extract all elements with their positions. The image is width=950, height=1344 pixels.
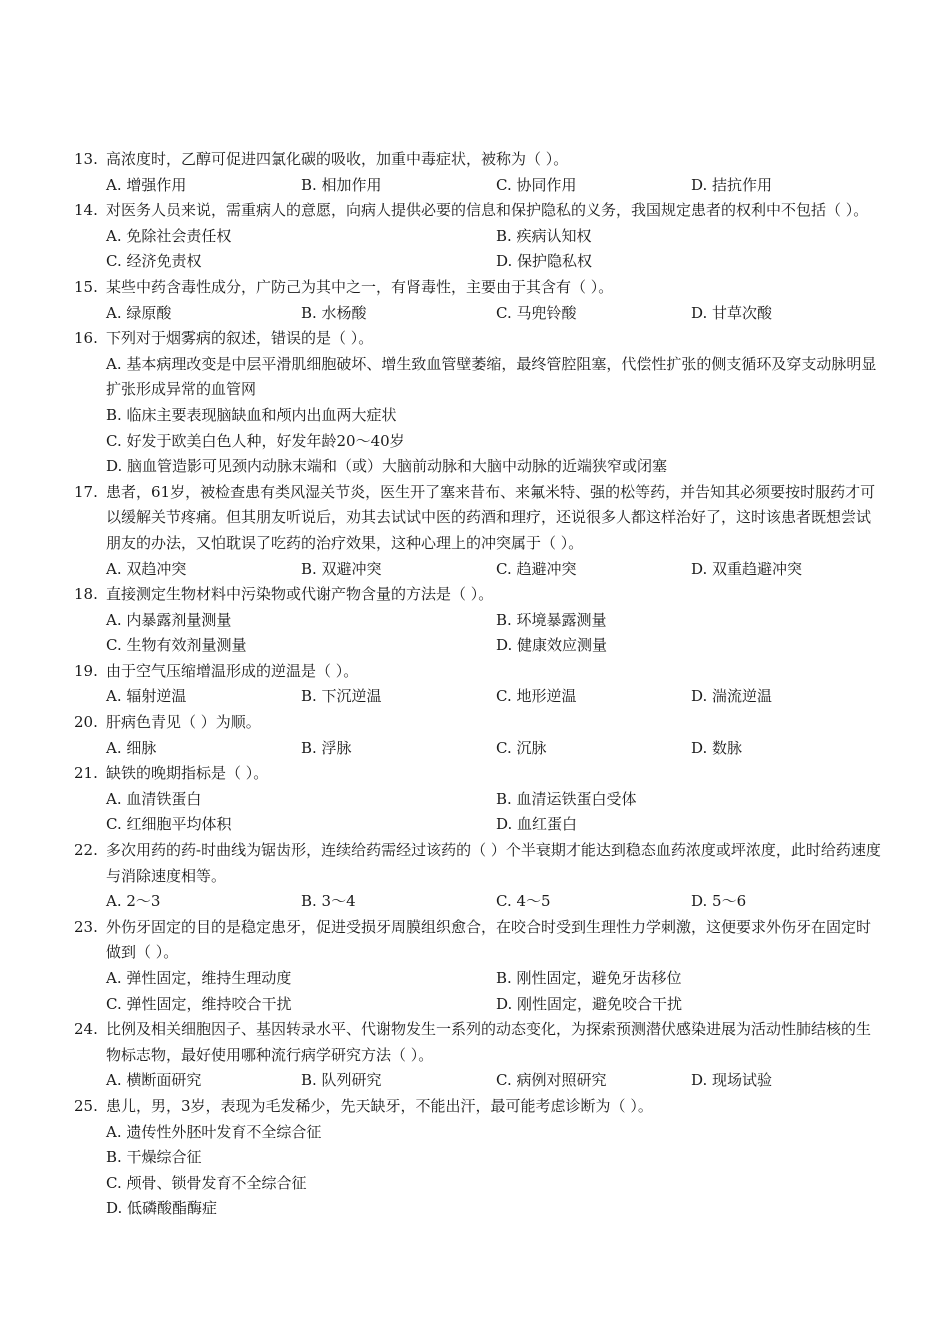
question-stem: 下列对于烟雾病的叙述，错误的是（ ）。	[106, 329, 374, 348]
option-c: C. 弹性固定，维持咬合干扰	[106, 994, 292, 1013]
question-number: 17.	[74, 482, 98, 501]
question-24	[0, 1017, 950, 1094]
options	[106, 966, 950, 1017]
option-c: C. 红细胞平均体积	[106, 815, 232, 834]
option-b: B. 浮脉	[301, 738, 352, 757]
options	[106, 557, 950, 583]
options	[106, 352, 884, 480]
question-stem: 对医务人员来说，需重病人的意愿，向病人提供必要的信息和保护隐私的义务，我国规定患者的权利中不包括（ ）。	[106, 201, 869, 220]
option-a: A. 遗传性外胚叶发育不全综合征	[106, 1122, 322, 1141]
question-number: 24.	[74, 1020, 98, 1039]
question-16	[0, 326, 950, 480]
option-a: A. 弹性固定，维持生理动度	[106, 969, 292, 987]
question-number: 22.	[74, 841, 98, 860]
options	[106, 787, 950, 838]
option-d: D. 5～6	[691, 892, 747, 911]
question-19	[0, 659, 950, 710]
option-b: B. 水杨酸	[301, 303, 367, 322]
option-c: C. 趋避冲突	[496, 559, 577, 578]
question-18	[0, 582, 950, 659]
options	[106, 684, 950, 710]
question-stem: 直接测定生物材料中污染物或代谢产物含量的方法是（ ）。	[106, 585, 494, 604]
question-15	[0, 275, 950, 326]
question-stem: 患儿，男，3岁，表现为毛发稀少，先天缺牙，不能出汗，最可能考虑诊断为（ ）。	[106, 1096, 653, 1115]
question-stem: 多次用药的药-时曲线为锯齿形，连续给药需经过该药的（ ）个半衰期才能达到稳态血药浓度或坪浓度，此时给药速度与消除速度相等。	[106, 841, 881, 885]
option-c: C. 经济免责权	[106, 252, 202, 271]
question-stem: 比例及相关细胞因子、基因转录水平、代谢物发生一系列的动态变化，为探索预测潜伏感染进展为活动性肺结核的生物标志物，最好使用哪种流行病学研究方法（ ）。	[106, 1020, 872, 1064]
option-d: D. 低磷酸酯酶症	[106, 1199, 218, 1218]
option-d: D. 脑血管造影可见颈内动脉末端和（或）大脑前动脉和大脑中动脉的近端狭窄或闭塞	[106, 457, 668, 476]
options	[106, 173, 950, 199]
option-d: D. 血红蛋白	[496, 815, 578, 834]
option-a: A. 基本病理改变是中层平滑肌细胞破坏、增生致血管壁萎缩，最终管腔阻塞，代偿性扩张的侧支循环及穿支动脉明显扩张形成异常的血管网	[106, 354, 877, 399]
question-22	[0, 838, 950, 915]
option-a: A. 内暴露剂量测量	[106, 610, 232, 629]
question-number: 21.	[74, 764, 98, 783]
options	[106, 889, 950, 915]
question-stem: 肝病色青见（ ）为顺。	[106, 713, 261, 732]
question-25	[0, 1094, 950, 1222]
question-17	[0, 480, 950, 582]
option-c: C. 马兜铃酸	[496, 303, 577, 322]
option-d: D. 拮抗作用	[691, 175, 773, 194]
options	[106, 224, 950, 275]
option-b: B. 队列研究	[301, 1071, 382, 1090]
option-d: D. 保护隐私权	[496, 252, 593, 271]
option-a: A. 绿原酸	[106, 303, 172, 322]
question-21	[0, 761, 950, 838]
question-number: 14.	[74, 201, 98, 220]
option-a: A. 免除社会责任权	[106, 226, 232, 245]
question-number: 25.	[74, 1096, 98, 1115]
question-stem: 患者，61岁，被检查患有类风湿关节炎，医生开了塞来昔布、来氟米特、强的松等药，并告知其必须要按时服药才可以缓解关节疼痛。但其朋友听说后，劝其去试试中医的药酒和理疗，还说很多人都这样治好了，这时该患者既想尝试朋友的办法，又怕耽误了吃药的治疗效果，这种心理上的冲突属于（ ）。	[106, 482, 876, 552]
option-c: C. 地形逆温	[496, 687, 577, 706]
option-a: A. 2～3	[106, 892, 161, 911]
option-b: B. 下沉逆温	[301, 687, 382, 706]
option-a: A. 增强作用	[106, 175, 187, 194]
question-stem: 高浓度时，乙醇可促进四氯化碳的吸收，加重中毒症状，被称为（ ）。	[106, 150, 569, 168]
question-stem: 外伤牙固定的目的是稳定患牙，促进受损牙周膜组织愈合，在咬合时受到生理性力学刺激，这便要求外伤牙在固定时做到（ ）。	[106, 917, 872, 962]
option-b: B. 血清运铁蛋白受体	[496, 789, 637, 808]
question-stem: 缺铁的晚期指标是（ ）。	[106, 764, 269, 783]
option-d: D. 数脉	[691, 738, 743, 757]
question-list	[0, 147, 950, 1222]
option-b: B. 双避冲突	[301, 559, 382, 578]
option-b: B. 疾病认知权	[496, 226, 592, 245]
question-number: 20.	[74, 713, 98, 732]
question-stem: 某些中药含毒性成分，广防己为其中之一，有肾毒性，主要由于其含有（ ）。	[106, 277, 614, 296]
question-20	[0, 710, 950, 761]
option-b: B. 临床主要表现脑缺血和颅内出血两大症状	[106, 405, 397, 424]
option-d: D. 湍流逆温	[691, 687, 773, 706]
option-d: D. 双重趋避冲突	[691, 559, 803, 578]
options	[106, 301, 950, 327]
question-number: 19.	[74, 661, 98, 680]
question-number: 13.	[74, 150, 98, 168]
option-d: D. 刚性固定，避免咬合干扰	[496, 994, 683, 1013]
option-c: C. 好发于欧美白色人种，好发年龄20～40岁	[106, 431, 405, 450]
option-a: A. 横断面研究	[106, 1071, 202, 1090]
option-b: B. 干燥综合征	[106, 1148, 202, 1167]
options	[106, 1068, 950, 1094]
option-c: C. 病例对照研究	[496, 1071, 607, 1090]
option-b: B. 相加作用	[301, 175, 382, 194]
question-number: 23.	[74, 917, 98, 936]
option-a: A. 细脉	[106, 738, 157, 757]
option-a: A. 血清铁蛋白	[106, 789, 202, 808]
question-number: 15.	[74, 277, 98, 296]
option-c: C. 颅骨、锁骨发育不全综合征	[106, 1173, 307, 1192]
question-23	[0, 915, 950, 1017]
question-14	[0, 198, 950, 275]
option-d: D. 甘草次酸	[691, 303, 773, 322]
question-stem: 由于空气压缩增温形成的逆温是（ ）。	[106, 661, 359, 680]
option-c: C. 生物有效剂量测量	[106, 636, 247, 655]
option-d: D. 健康效应测量	[496, 636, 608, 655]
question-number: 18.	[74, 585, 98, 604]
option-a: A. 辐射逆温	[106, 687, 187, 706]
question-13	[0, 147, 950, 198]
option-b: B. 3～4	[301, 892, 356, 911]
option-b: B. 环境暴露测量	[496, 610, 607, 629]
option-c: C. 沉脉	[496, 738, 547, 757]
options	[106, 736, 950, 762]
question-number: 16.	[74, 329, 98, 348]
option-c: C. 协同作用	[496, 175, 577, 194]
option-c: C. 4～5	[496, 892, 551, 911]
option-b: B. 刚性固定，避免牙齿移位	[496, 969, 682, 987]
options	[106, 608, 950, 659]
option-d: D. 现场试验	[691, 1071, 773, 1090]
option-a: A. 双趋冲突	[106, 559, 187, 578]
options	[106, 1120, 950, 1222]
